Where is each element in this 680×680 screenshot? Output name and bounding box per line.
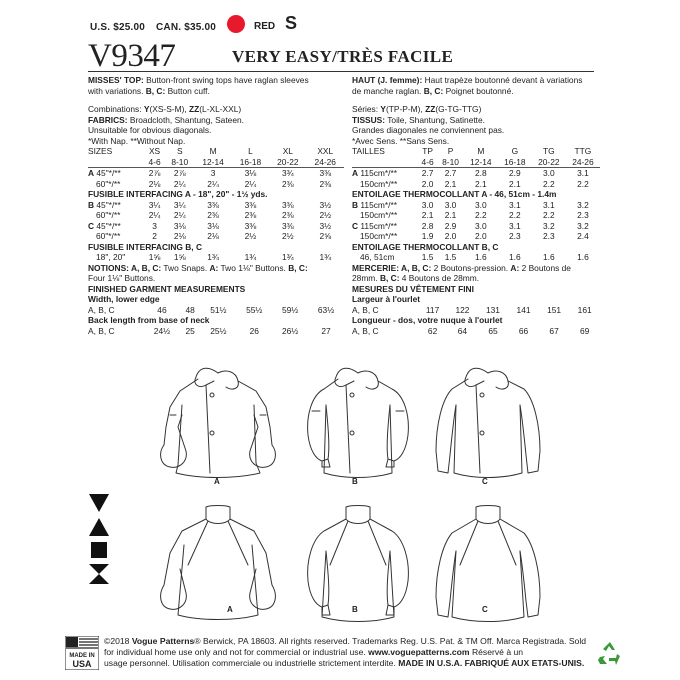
- yardage-table-en: [88, 146, 344, 263]
- table-row: 18", 20" 1⅝ 1⅝ 1¾ 1¾ 1¾ 1¾: [96, 252, 332, 262]
- table-row: FUSIBLE INTERFACING B, C: [88, 241, 202, 252]
- french-column: HAUT (J. femme): Haut trapèze boutonné devant à variations de manche raglan. B, C: Poignet boutonné. Séries: Y(TP-P-M), ZZ(G-TG-TTG) TISSUS: Toile, Shantung, Satinette. Grandes diagonales ne conviennent pas. *Avec Sens. **Sans Sens. TAILLES TP P M G TG TTG 4-6 8-10 12-14 16-18 20-22 24-26 A 115cm*/** 2.7 2.7 2.8 2.9 3.0 3.1 150cm*/** 2.0 2.1 2.1 2.1 2.2 2.2 ENTOILAGE THERMOCOLLANT A - 46, 51cm - 1.4m B 115cm*/** 3.0 3.0 3.0 3.1 3.1 3.2 150cm*/** 2.1 2.1 2.2 2.2 2.2 2.3 C 115cm*/** 2.8 2.9 3.0 3.1 3.2 3.2 150cm*/** 1.9 2.0 2.0 2.3 2.3 2.4 ENTOILAGE THERMOCOLLANT B, C 46, 51cm 1.5 1.5 1.6 1.6 1.6 1.6 MERCERIE: A, B, C: 2 Boutons-pression. A: 2 Boutons de 28mm. B, C: 4 Boutons de 28mm. MESURES DU VÊTEMENT FINI Largeur à l'ourlet A, B, C 117 122 131 141 151 161 Longueur - dos, votre nuque à l'ourlet A, B, C 62 64 65 66 67 69: [352, 75, 610, 336]
- size-code: S: [285, 13, 298, 33]
- svg-text:USA: USA: [72, 659, 92, 669]
- table-row: A, B, C 46 48 51½ 55½ 59½ 63½: [88, 304, 335, 315]
- color-dot-icon: [227, 15, 245, 33]
- price-us: U.S. $25.00: [90, 22, 146, 33]
- view-label-front-b: B: [352, 477, 358, 486]
- english-column: MISSES' TOP: Button-front swing tops have raglan sleeves with variations. B, C: Button cuff. Combinations: Y(XS-S-M), ZZ(L-XL-XXL) FABRICS: Broadcloth, Shantung, Sateen. Unsuitable for obvious diagonals. *With Nap. **Without Nap. SIZES XS S M L XL XXL 4-6 8-10 12-14 16-18 20-22 24-26 A 45"*/** 2⅞ 2⅞ 3 3⅛ 3¾ 3⅜ 60"*/** 2⅛ 2¼ 2¼ 2¼ 2⅜ 2⅜ FUSIBLE INTERFACING A - 18", 20" - 1½ yds. B 45"*/** 3¼ 3¼ 3⅜ 3⅜ 3⅜ 3½ 60"*/** 2¼ 2¼ 2⅜ 2⅜ 2⅜ 2½ C 45"*/** 3 3⅛ 3⅛ 3⅜ 3⅜ 3½ 60"*/** 2 2⅛ 2⅛ 2½ 2½ 2⅝ FUSIBLE INTERFACING B, C 18", 20" 1⅝ 1⅝ 1¾ 1¾ 1¾ 1¾ NOTIONS: A, B, C: Two Snaps. A: Two 1⅛" Buttons. B, C: Four 1⅛" Buttons. FINISHED GARMENT MEASUREMENTS Width, lower edge A, B, C 46 48 51½ 55½ 59½ 63½ Back length from base of neck A, B, C 24½ 25 25½ 26 26½ 27: [88, 75, 346, 336]
- size-names-row: TAILLES TP P M G TG TTG: [352, 146, 592, 156]
- finished-table-fr: Largeur à l'ourlet A, B, C 117 122 131 141 151 161 Longueur - dos, votre nuque à l'ourlet A, B, C 62 64 65 66 67 69: [352, 294, 600, 336]
- difficulty-label: VERY EASY/TRÈS FACILE: [232, 47, 454, 66]
- table-row: C 45"*/** 3 3⅛ 3⅛ 3⅜ 3⅜ 3½: [88, 220, 332, 231]
- notions-en: NOTIONS: A, B, C: Two Snaps. A: Two 1⅛" Buttons. B, C:: [88, 262, 308, 273]
- made-in-usa-flag-icon: [65, 636, 99, 670]
- notions-fr: MERCERIE: A, B, C: 2 Boutons-pression. A: 2 Boutons de: [352, 262, 571, 273]
- pattern-symbols-icon: [88, 492, 110, 588]
- description-en: MISSES' TOP: Button-front swing tops have raglan sleeves: [88, 75, 309, 85]
- technical-drawings: [160, 355, 560, 635]
- description-fr: HAUT (J. femme): Haut trapèze boutonné devant à variations: [352, 75, 583, 85]
- table-row: 60"*/** 2 2⅛ 2⅛ 2½ 2½ 2⅝: [96, 231, 332, 241]
- combinations-en: Combinations: Y(XS-S-M), ZZ(L-XL-XXL): [88, 104, 242, 114]
- table-row: A 115cm*/** 2.7 2.7 2.8 2.9 3.0 3.1: [352, 168, 589, 178]
- back-view-a-drawing: [161, 506, 276, 620]
- table-row: 60"*/** 2¼ 2¼ 2⅜ 2⅜ 2⅜ 2½: [96, 210, 332, 220]
- color-label: RED: [254, 21, 276, 32]
- size-numbers-row: 4-6 8-10 12-14 16-18 20-22 24-26: [88, 157, 344, 168]
- series-fr: Séries: Y(TP-P-M), ZZ(G-TG-TTG): [352, 104, 482, 114]
- view-label-back-b: B: [352, 605, 358, 614]
- front-view-a-drawing: [161, 368, 276, 477]
- size-numbers-row: 4-6 8-10 12-14 16-18 20-22 24-26: [352, 157, 600, 168]
- table-row: B 45"*/** 3¼ 3¼ 3⅜ 3⅜ 3⅜ 3½: [88, 199, 332, 210]
- table-row: C 115cm*/** 2.8 2.9 3.0 3.1 3.2 3.2: [352, 220, 589, 231]
- finished-table-en: Width, lower edge A, B, C 46 48 51½ 55½ 59½ 63½ Back length from base of neck A, B, C 24½ 25 25½ 26 26½ 27: [88, 294, 344, 336]
- table-row: ENTOILAGE THERMOCOLLANT B, C: [352, 241, 499, 252]
- price-line: [90, 22, 224, 33]
- view-label-front-a: A: [214, 477, 220, 486]
- copyright-footer: ©2018 Vogue Patterns® Berwick, PA 18603. All rights reserved. Trademarks Reg. U.S. Pat. & TM Off. Marca Registrada. Sold for individual home use only and not for commercial or industrial use. www.voguepatterns.com Réservé à un usage personnel. Utilisation commerciale ou industrielle strictement interdite. MADE IN U.S.A. FABRIQUÉ AUX ETATS-UNIS.: [104, 636, 587, 668]
- recycle-icon: [596, 640, 624, 668]
- table-row: 150cm*/** 1.9 2.0 2.0 2.3 2.3 2.4: [360, 231, 589, 241]
- finished-label-en: FINISHED GARMENT MEASUREMENTS: [88, 283, 246, 294]
- table-row: 46, 51cm 1.5 1.5 1.6 1.6 1.6 1.6: [360, 252, 589, 262]
- table-row: FUSIBLE INTERFACING A - 18", 20" - 1½ yds.: [88, 189, 268, 199]
- back-view-c-drawing: [436, 506, 540, 622]
- table-row: 60"*/** 2⅛ 2¼ 2¼ 2¼ 2⅜ 2⅜: [96, 178, 332, 189]
- back-view-b-drawing: [308, 506, 409, 622]
- size-names-row: SIZES XS S M L XL XXL: [88, 146, 334, 156]
- table-row: 150cm*/** 2.0 2.1 2.1 2.1 2.2 2.2: [360, 178, 589, 189]
- table-row: 150cm*/** 2.1 2.1 2.2 2.2 2.2 2.3: [360, 210, 589, 220]
- table-row: B 115cm*/** 3.0 3.0 3.0 3.1 3.1 3.2: [352, 199, 589, 210]
- front-view-b-drawing: [308, 368, 409, 477]
- header-divider: [88, 71, 594, 72]
- table-row: A, B, C 117 122 131 141 151 161: [352, 304, 592, 315]
- view-label-back-a: A: [227, 605, 233, 614]
- yardage-table-fr: [352, 146, 600, 263]
- view-label-front-c: C: [482, 477, 488, 486]
- table-row: A 45"*/** 2⅞ 2⅞ 3 3⅛ 3¾ 3⅜: [88, 168, 332, 178]
- pattern-number: V9347: [88, 38, 176, 74]
- website-link[interactable]: www.voguepatterns.com: [368, 647, 470, 657]
- front-view-c-drawing: [436, 368, 540, 477]
- price-can: CAN. $35.00: [156, 22, 217, 33]
- fabrics-en: FABRICS: Broadcloth, Shantung, Sateen.: [88, 114, 244, 125]
- finished-label-fr: MESURES DU VÊTEMENT FINI: [352, 283, 474, 294]
- table-row: A, B, C 62 64 65 66 67 69: [352, 325, 590, 336]
- table-row: ENTOILAGE THERMOCOLLANT A - 46, 51cm - 1.4m: [352, 189, 557, 199]
- fabrics-fr: TISSUS: Toile, Shantung, Satinette.: [352, 114, 485, 125]
- svg-text:MADE IN: MADE IN: [69, 653, 95, 659]
- view-label-back-c: C: [482, 605, 488, 614]
- table-row: A, B, C 24½ 25 25½ 26 26½ 27: [88, 325, 331, 336]
